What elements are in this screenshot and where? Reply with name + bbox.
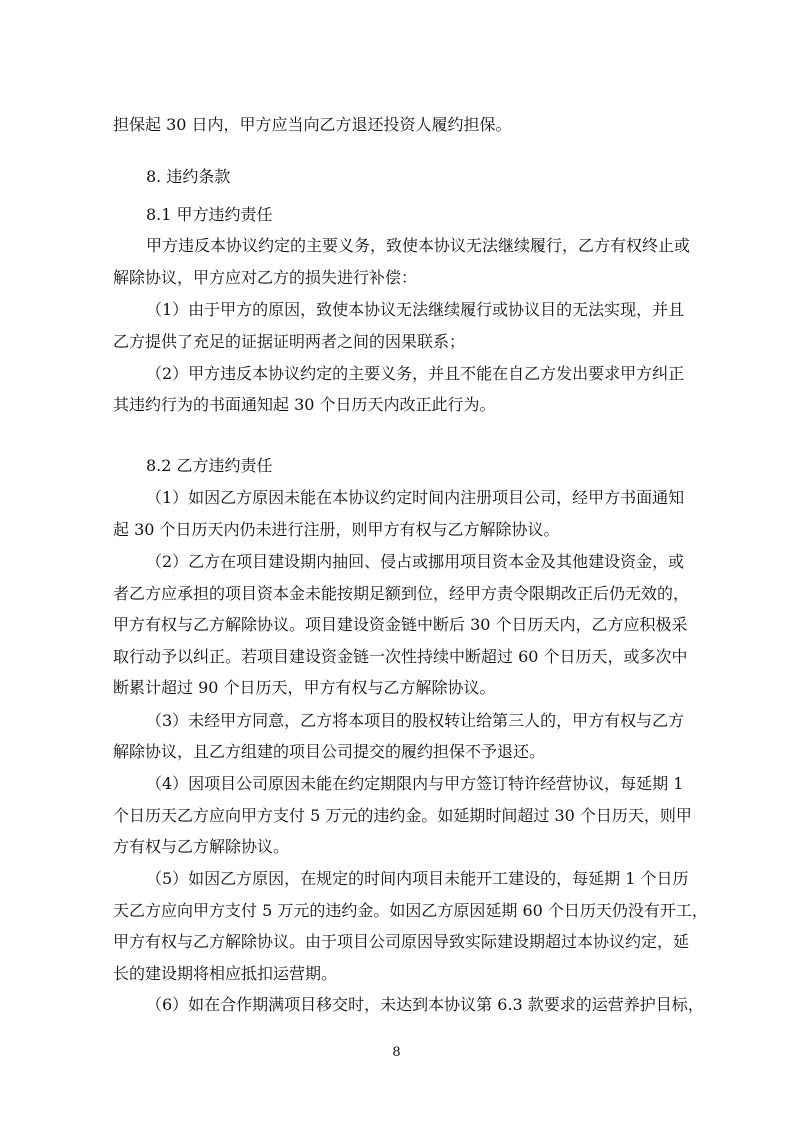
paragraph-line: 甲方违反本协议约定的主要义务，致使本协议无法继续履行，乙方有权终止或 xyxy=(146,236,691,255)
subsection-heading: 8.1 甲方违约责任 xyxy=(146,205,273,224)
list-item-line: （6）如在合作期满项目移交时，未达到本协议第 6.3 款要求的运营养护目标， xyxy=(146,995,704,1014)
list-item-line: 甲方有权与乙方解除协议。项目建设资金链中断后 30 个日历天内，乙方应积极采 xyxy=(113,615,688,634)
list-item-line: （1）由于甲方的原因，致使本协议无法继续履行或协议目的无法实现，并且 xyxy=(146,300,685,319)
list-item-line: （2）甲方违反本协议约定的主要义务，并且不能在自乙方发出要求甲方纠正 xyxy=(146,364,685,383)
list-item-line: 方有权与乙方解除协议。 xyxy=(113,837,290,856)
list-item-line: （5）如因乙方原因，在规定的时间内项目未能开工建设的，每延期 1 个日历 xyxy=(146,869,689,888)
list-item-line: 长的建设期将相应抵扣运营期。 xyxy=(113,964,338,983)
page-number: 8 xyxy=(392,1045,401,1060)
paragraph-line: 担保起 30 日内，甲方应当向乙方退还投资人履约担保。 xyxy=(113,115,512,134)
section-heading: 8. 违约条款 xyxy=(146,167,231,186)
list-item-line: 起 30 个日历天内仍未进行注册，则甲方有权与乙方解除协议。 xyxy=(113,520,560,539)
paragraph-line: 解除协议，甲方应对乙方的损失进行补偿： xyxy=(113,268,418,287)
list-item-line: 断累计超过 90 个日历天，甲方有权与乙方解除协议。 xyxy=(113,678,496,697)
list-item-line: （4）因项目公司原因未能在约定期限内与甲方签订特许经营协议，每延期 1 xyxy=(146,774,684,793)
list-item-line: 乙方提供了充足的证据证明两者之间的因果联系； xyxy=(113,332,466,351)
list-item-line: 个日历天乙方应向甲方支付 5 万元的违约金。如延期时间超过 30 个日历天，则甲 xyxy=(113,806,692,825)
list-item-line: 甲方有权与乙方解除协议。由于项目公司原因导致实际建设期超过本协议约定，延 xyxy=(113,932,690,951)
list-item-line: （1）如因乙方原因未能在本协议约定时间内注册项目公司，经甲方书面通知 xyxy=(146,488,685,507)
list-item-line: （2）乙方在项目建设期内抽回、侵占或挪用项目资本金及其他建设资金，或 xyxy=(146,552,685,571)
list-item-line: 取行动予以纠正。若项目建设资金链一次性持续中断超过 60 个日历天，或多次中 xyxy=(113,647,688,666)
subsection-heading: 8.2 乙方违约责任 xyxy=(146,456,273,475)
list-item-line: （3）未经甲方同意，乙方将本项目的股权转让给第三人的，甲方有权与乙方 xyxy=(146,711,685,730)
list-item-line: 其违约行为的书面通知起 30 个日历天内改正此行为。 xyxy=(113,395,496,414)
list-item-line: 天乙方应向甲方支付 5 万元的违约金。如因乙方原因延期 60 个日历天仍没有开工， xyxy=(113,901,708,920)
list-item-line: 者乙方应承担的项目资本金未能按期足额到位，经甲方责令限期改正后仍无效的， xyxy=(113,584,690,603)
list-item-line: 解除协议，且乙方组建的项目公司提交的履约担保不予退还。 xyxy=(113,742,546,761)
